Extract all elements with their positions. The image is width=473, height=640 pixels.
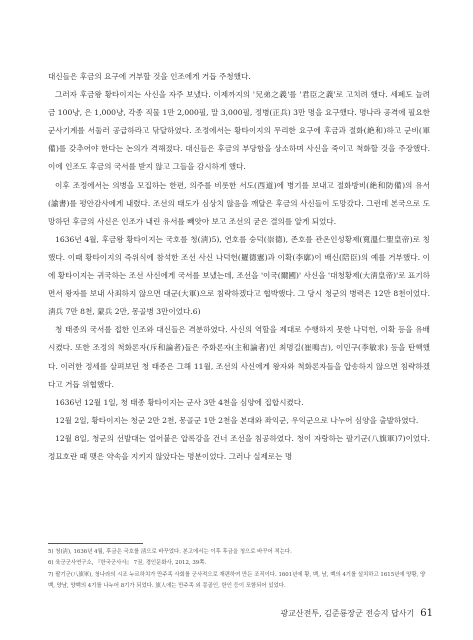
paragraph: 그러자 후금왕 황타이지는 사신을 자주 보냈다. 이제까지의 '兄弟之義'를 '君臣之義'로 고치려 했다. 세폐도 늘려 금 100냥, 은 1,000냥, 각종 직물 1만 2,000필, 말 3,000필, 정병(正兵) 3만 명을 요구했다. 명나라 공격에 필요한 군사기계를 서둘러 공급하라고 닦달하였다. 조정에서는 황타이지의 무리한 요구에 후금과 절화(絶和)하고 군비(軍備)를 갖추어야 한다는 논의가 격해졌다. 대신들은 후금의 부당함을 상소하며 사신을 죽이고 척화할 것을 주장했다. 이에 인조도 후금의 국서를 받지 않고 그들을 감시하게 했다. bbox=[48, 90, 430, 172]
paragraph: 대신들은 후금의 요구에 거부할 것을 인조에게 거듭 주청했다. bbox=[48, 72, 251, 81]
page-number: 61 bbox=[420, 608, 433, 619]
footnotes bbox=[48, 547, 430, 593]
running-footer bbox=[280, 608, 433, 619]
paragraph: 12월 2일, 황타이지는 청군 2만 2천, 몽골군 1만 2천을 본대와 좌익군, 우익군으로 나누어 심양을 출발하였다. bbox=[55, 415, 419, 425]
footnote: 5) 청(淸), 1636년 4월, 후금은 국호를 淸으로 바꾸었다. 본고에서는 이후 후금을 청으로 바꾸어 적는다. bbox=[48, 549, 292, 555]
paragraph: 청 태종의 국서를 접한 인조와 대신들은 격분하였다. 사신의 역할을 제대로 수행하지 못한 나덕헌, 이확 등을 유배시켰다. 또한 조정의 척화론자(斥和論者)들은 주화론자(主和論者)인 최명길(崔鳴吉), 이민구(李敏求) 등을 탄핵했다. 이러한 정세를 살펴보던 청 태종은 그해 11월, 조선의 사신에게 왕자와 척화론자들을 압송하지 않으면 침략하겠다고 거듭 위협했다. bbox=[48, 325, 430, 389]
running-title: 광교산전투, 김준룡장군 전승지 답사기 bbox=[280, 609, 415, 618]
footnote: 7) 팔기군(八旗軍), 청나라의 시조 누르하치가 만주족 사회를 군사적으로 재편하여 만든 조직이다. 1601년에 황, 백, 남, 백의 4기를 설치하고 1615년에 양황, 양백, 양남, 양백의 4기를 나누어 8기가 되었다. 旗人에는 만주족 외 몽골인, 한인 등이 포함되어 있었다. bbox=[48, 571, 426, 590]
footnote-divider bbox=[48, 543, 143, 544]
paragraph: 1636년 4월, 후금왕 황타이지는 국호를 청(淸)5), 연호를 숭덕(崇德), 존호를 관온인성황제(寬溫仁聖皇帝)로 칭했다. 이때 황타이지의 즉위식에 참석한 조선 사신 나덕헌(羅德憲)과 이확(李廓)이 배신(陪臣)의 예를 거부했다. 이에 황타이지는 귀국하는 조선 사신에게 국서를 보냈는데, 조선을 '이국(爾國)' 사신을 '대청황제(大淸皇帝)'로 표기하면서 왕자를 보내 사죄하지 않으면 대군(大軍)으로 침략하겠다고 협박했다. 그 당시 청군의 병력은 12만 8천이었다. 淸兵 7만 8천, 蒙兵 2만, 몽골병 3만이었다.6) bbox=[48, 234, 430, 317]
body-text bbox=[48, 68, 430, 466]
paragraph: 이후 조정에서는 의병을 모집하는 한편, 의주를 비롯한 서도(西道)에 병기를 보내고 절화방비(絶和防備)의 유서(諭書)를 평안감사에게 내렸다. 조선의 태도가 심상치 않음을 깨달은 후금의 사신들이 도망갔다. 그런데 본국으로 도망하던 후금의 사신은 인조가 내린 유서를 빼앗아 보고 조선의 굳은 결의를 알게 되었다. bbox=[48, 180, 430, 226]
paragraph: 1636년 12월 1일, 청 태종 황타이지는 군사 3만 4천을 심양에 집합시켰다. bbox=[55, 397, 304, 407]
footnote: 6) 육군군사연구소, 『한국군사사』 7권, 경인문화사, 2012, 39쪽. bbox=[48, 560, 207, 567]
paragraph: 12월 8일, 청군의 선발대는 얼어붙은 압록강을 건너 조선을 침공하였다. 청이 자랑하는 팔기군(八旗軍)7)이었다. 정묘호란 때 맺은 약속을 지키지 않았다는 명분이었다. 그러나 실제로는 명 bbox=[48, 433, 430, 461]
